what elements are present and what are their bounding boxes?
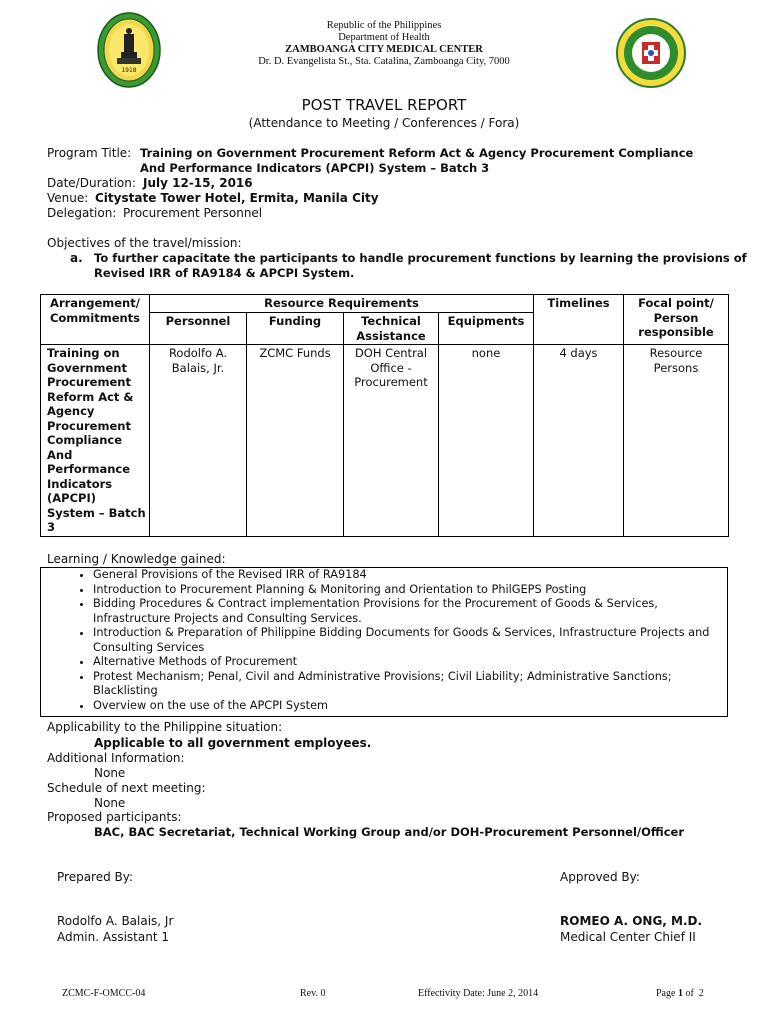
learning-box — [40, 567, 728, 717]
learning-list — [41, 568, 727, 713]
list-item: • Overview on the use of the APCPI System — [93, 699, 727, 714]
list-item: • Introduction to Procurement Planning & Monitoring and Orientation to PhilGEPS Posting — [93, 583, 727, 598]
cell-equipments: none — [439, 345, 534, 537]
objective-marker: a. — [70, 251, 83, 265]
proposed-label: Proposed participants: — [47, 810, 182, 824]
table-row — [41, 345, 729, 537]
program-title-label: Program Title: — [47, 146, 132, 160]
prepared-name: Rodolfo A. Balais, Jr — [57, 914, 174, 928]
header-equipments: Equipments — [439, 313, 534, 345]
footer-page-number — [656, 988, 704, 999]
seal-year: 1918 — [121, 67, 137, 74]
list-item: • Bidding Procedures & Contract implementation Provisions for the Procurement of Goods & Services, Infrastructure Projects and Consulting Services. — [93, 597, 727, 626]
footer-form-code: ZCMC-F-OMCC-04 — [62, 988, 146, 999]
page-of-label: of — [685, 988, 694, 999]
schedule-label: Schedule of next meeting: — [47, 781, 206, 795]
delegation-value: Procurement Personnel — [123, 206, 263, 220]
objectives-label: Objectives of the travel/mission: — [47, 236, 242, 250]
header-timelines: Timelines — [534, 295, 624, 345]
header-resource-requirements: Resource Requirements — [150, 295, 534, 313]
header-institution: ZAMBOANGA CITY MEDICAL CENTER — [285, 44, 483, 55]
approved-name: ROMEO A. ONG, M.D. — [560, 914, 703, 928]
additional-value: None — [94, 766, 126, 780]
footer-effectivity: Effectivity Date: June 2, 2014 — [418, 988, 539, 999]
schedule-value: None — [94, 796, 126, 810]
cell-focal: Resource Persons — [624, 345, 729, 537]
footer-revision: Rev. 0 — [300, 988, 326, 999]
page-label: Page — [656, 988, 676, 999]
prepared-title: Admin. Assistant 1 — [57, 930, 169, 944]
list-item: • Alternative Methods of Procurement — [93, 655, 727, 670]
list-item: • Introduction & Preparation of Philippine Bidding Documents for Goods & Services, Infrastructure Projects and Consulting Services — [93, 626, 727, 655]
report-subtitle: (Attendance to Meeting / Conferences / Fora) — [248, 116, 520, 130]
header-department: Department of Health — [338, 32, 430, 43]
delegation-label: Delegation: — [47, 206, 117, 220]
date-value: July 12-15, 2016 — [143, 176, 253, 190]
header-address: Dr. D. Evangelista St., Sta. Catalina, Zamboanga City, 7000 — [258, 56, 510, 67]
learning-label: Learning / Knowledge gained: — [47, 552, 226, 566]
list-item: • General Provisions of the Revised IRR of RA9184 — [93, 568, 727, 583]
date-label: Date/Duration: — [47, 176, 136, 190]
cell-funding: ZCMC Funds — [247, 345, 344, 537]
header-focal-point: Focal point/ Person responsible — [624, 295, 729, 345]
cell-arrangement: Training on Government Procurement Reform Act & Agency Procurement Compliance And Performance Indicators (APCPI) System – Batch 3 — [41, 345, 150, 537]
prepared-by-label: Prepared By: — [57, 870, 134, 884]
proposed-value: BAC, BAC Secretariat, Technical Working Group and/or DOH-Procurement Personnel/Officer — [94, 825, 684, 839]
resource-table — [40, 294, 729, 537]
page-total: 2 — [698, 988, 704, 999]
header-technical-assistance: Technical Assistance — [344, 313, 439, 345]
program-title-line2: And Performance Indicators (APCPI) System – Batch 3 — [140, 161, 490, 175]
additional-label: Additional Information: — [47, 751, 185, 765]
header-arrangement: Arrangement/ Commitments — [41, 295, 150, 345]
applicability-value: Applicable to all government employees. — [94, 736, 372, 750]
venue-label: Venue: — [47, 191, 89, 205]
objective-line1: To further capacitate the participants to handle procurement functions by learning the provisions of — [94, 251, 747, 265]
page-current: 1 — [677, 988, 683, 999]
approved-title: Medical Center Chief II — [560, 930, 696, 944]
cell-technical: DOH Central Office - Procurement — [344, 345, 439, 537]
objective-line2: Revised IRR of RA9184 & APCPI System. — [94, 266, 355, 280]
applicability-label: Applicability to the Philippine situation: — [47, 720, 283, 734]
approved-by-label: Approved By: — [560, 870, 640, 884]
list-item: • Protest Mechanism; Penal, Civil and Administrative Provisions; Civil Liability; Administrative Sanctions; Blacklisting — [93, 670, 727, 699]
program-title-line1: Training on Government Procurement Reform Act & Agency Procurement Compliance — [140, 146, 694, 160]
header-funding: Funding — [247, 313, 344, 345]
header-republic: Republic of the Philippines — [326, 20, 442, 31]
report-title: POST TRAVEL REPORT — [301, 96, 467, 114]
cell-personnel: Rodolfo A. Balais, Jr. — [150, 345, 247, 537]
cell-timelines: 4 days — [534, 345, 624, 537]
venue-value: Citystate Tower Hotel, Ermita, Manila City — [95, 191, 379, 205]
header-personnel: Personnel — [150, 313, 247, 345]
